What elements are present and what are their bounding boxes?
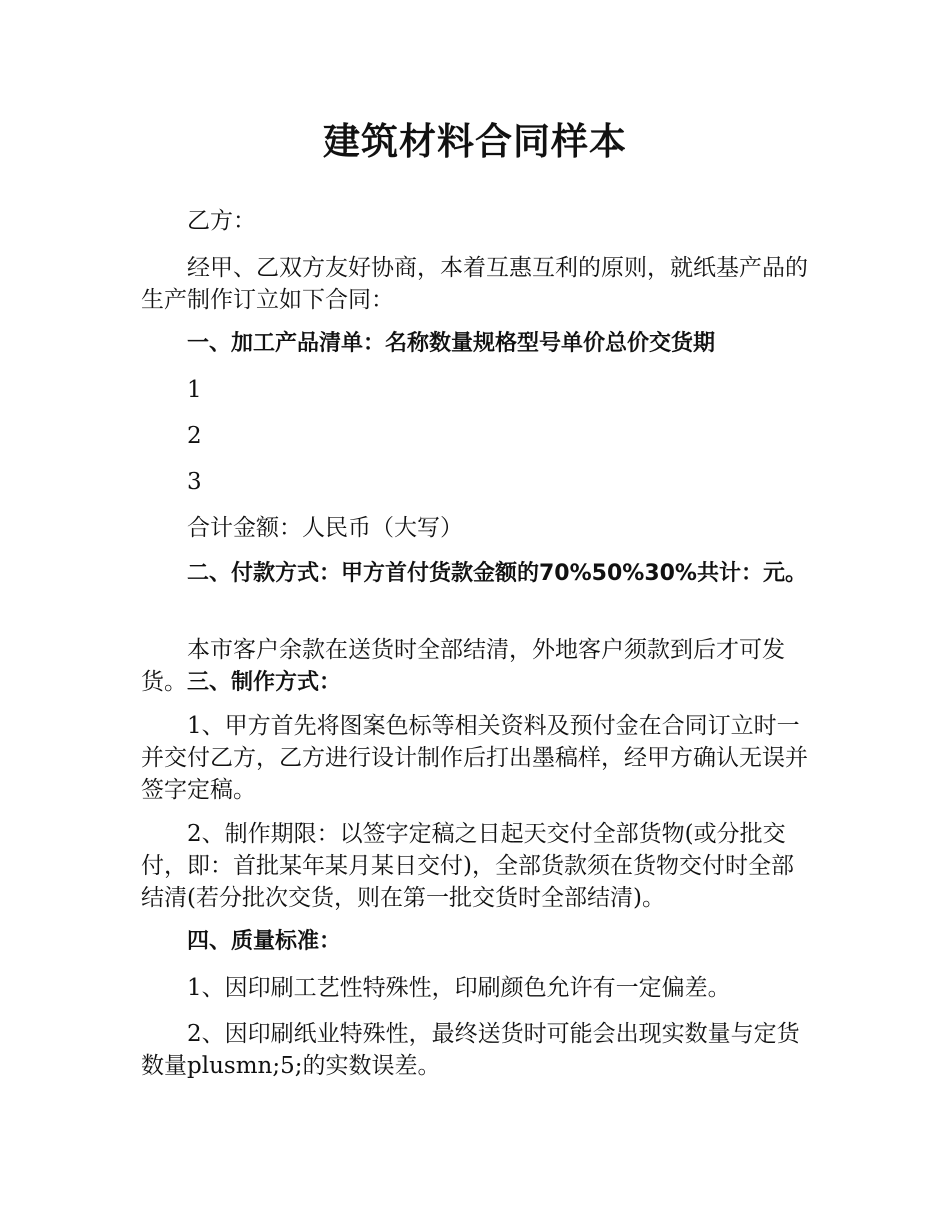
payment-paragraph: [141, 634, 815, 699]
quality-clause-1: 1、因印刷工艺性特殊性，印刷颜色允许有一定偏差。: [187, 975, 731, 1001]
section-2-heading: 二、付款方式：甲方首付货款金额的70%50%30%共计：元。: [187, 561, 807, 586]
document-title: 建筑材料合同样本: [323, 120, 627, 163]
total-amount-line: 合计金额：人民币（大写）: [187, 515, 463, 541]
section-3-heading: 三、制作方式：: [187, 670, 342, 695]
section-4-heading: 四、质量标准：: [187, 929, 342, 954]
party-b-line: 乙方：: [187, 208, 256, 234]
production-clause-1: 1、甲方首先将图案色标等相关资料及预付金在合同订立时一并交付乙方，乙方进行设计制作后打出墨稿样，经甲方确认无误并签字定稿。: [141, 713, 808, 803]
production-clause-2: 2、制作期限：以签字定稿之日起天交付全部货物(或分批交付，即：首批某年某月某日交付)，全部货款须在货物交付时全部结清(若分批次交货，则在第一批交货时全部结清)。: [141, 821, 794, 911]
section-1-heading: 一、加工产品清单：名称数量规格型号单价总价交货期: [187, 331, 716, 356]
item-line-3: 3: [187, 469, 202, 495]
payment-text: 本市客户余款在送货时全部结清，外地客户须款到后才可发货。: [141, 637, 785, 695]
quality-clause-2: 2、因印刷纸业特殊性，最终送货时可能会出现实数量与定货数量plusmn;5;的实数误差。: [141, 1021, 800, 1079]
item-line-2: 2: [187, 423, 202, 449]
intro-paragraph: 经甲、乙双方友好协商，本着互惠互利的原则，就纸基产品的生产制作订立如下合同：: [141, 255, 808, 313]
item-line-1: 1: [187, 377, 202, 403]
